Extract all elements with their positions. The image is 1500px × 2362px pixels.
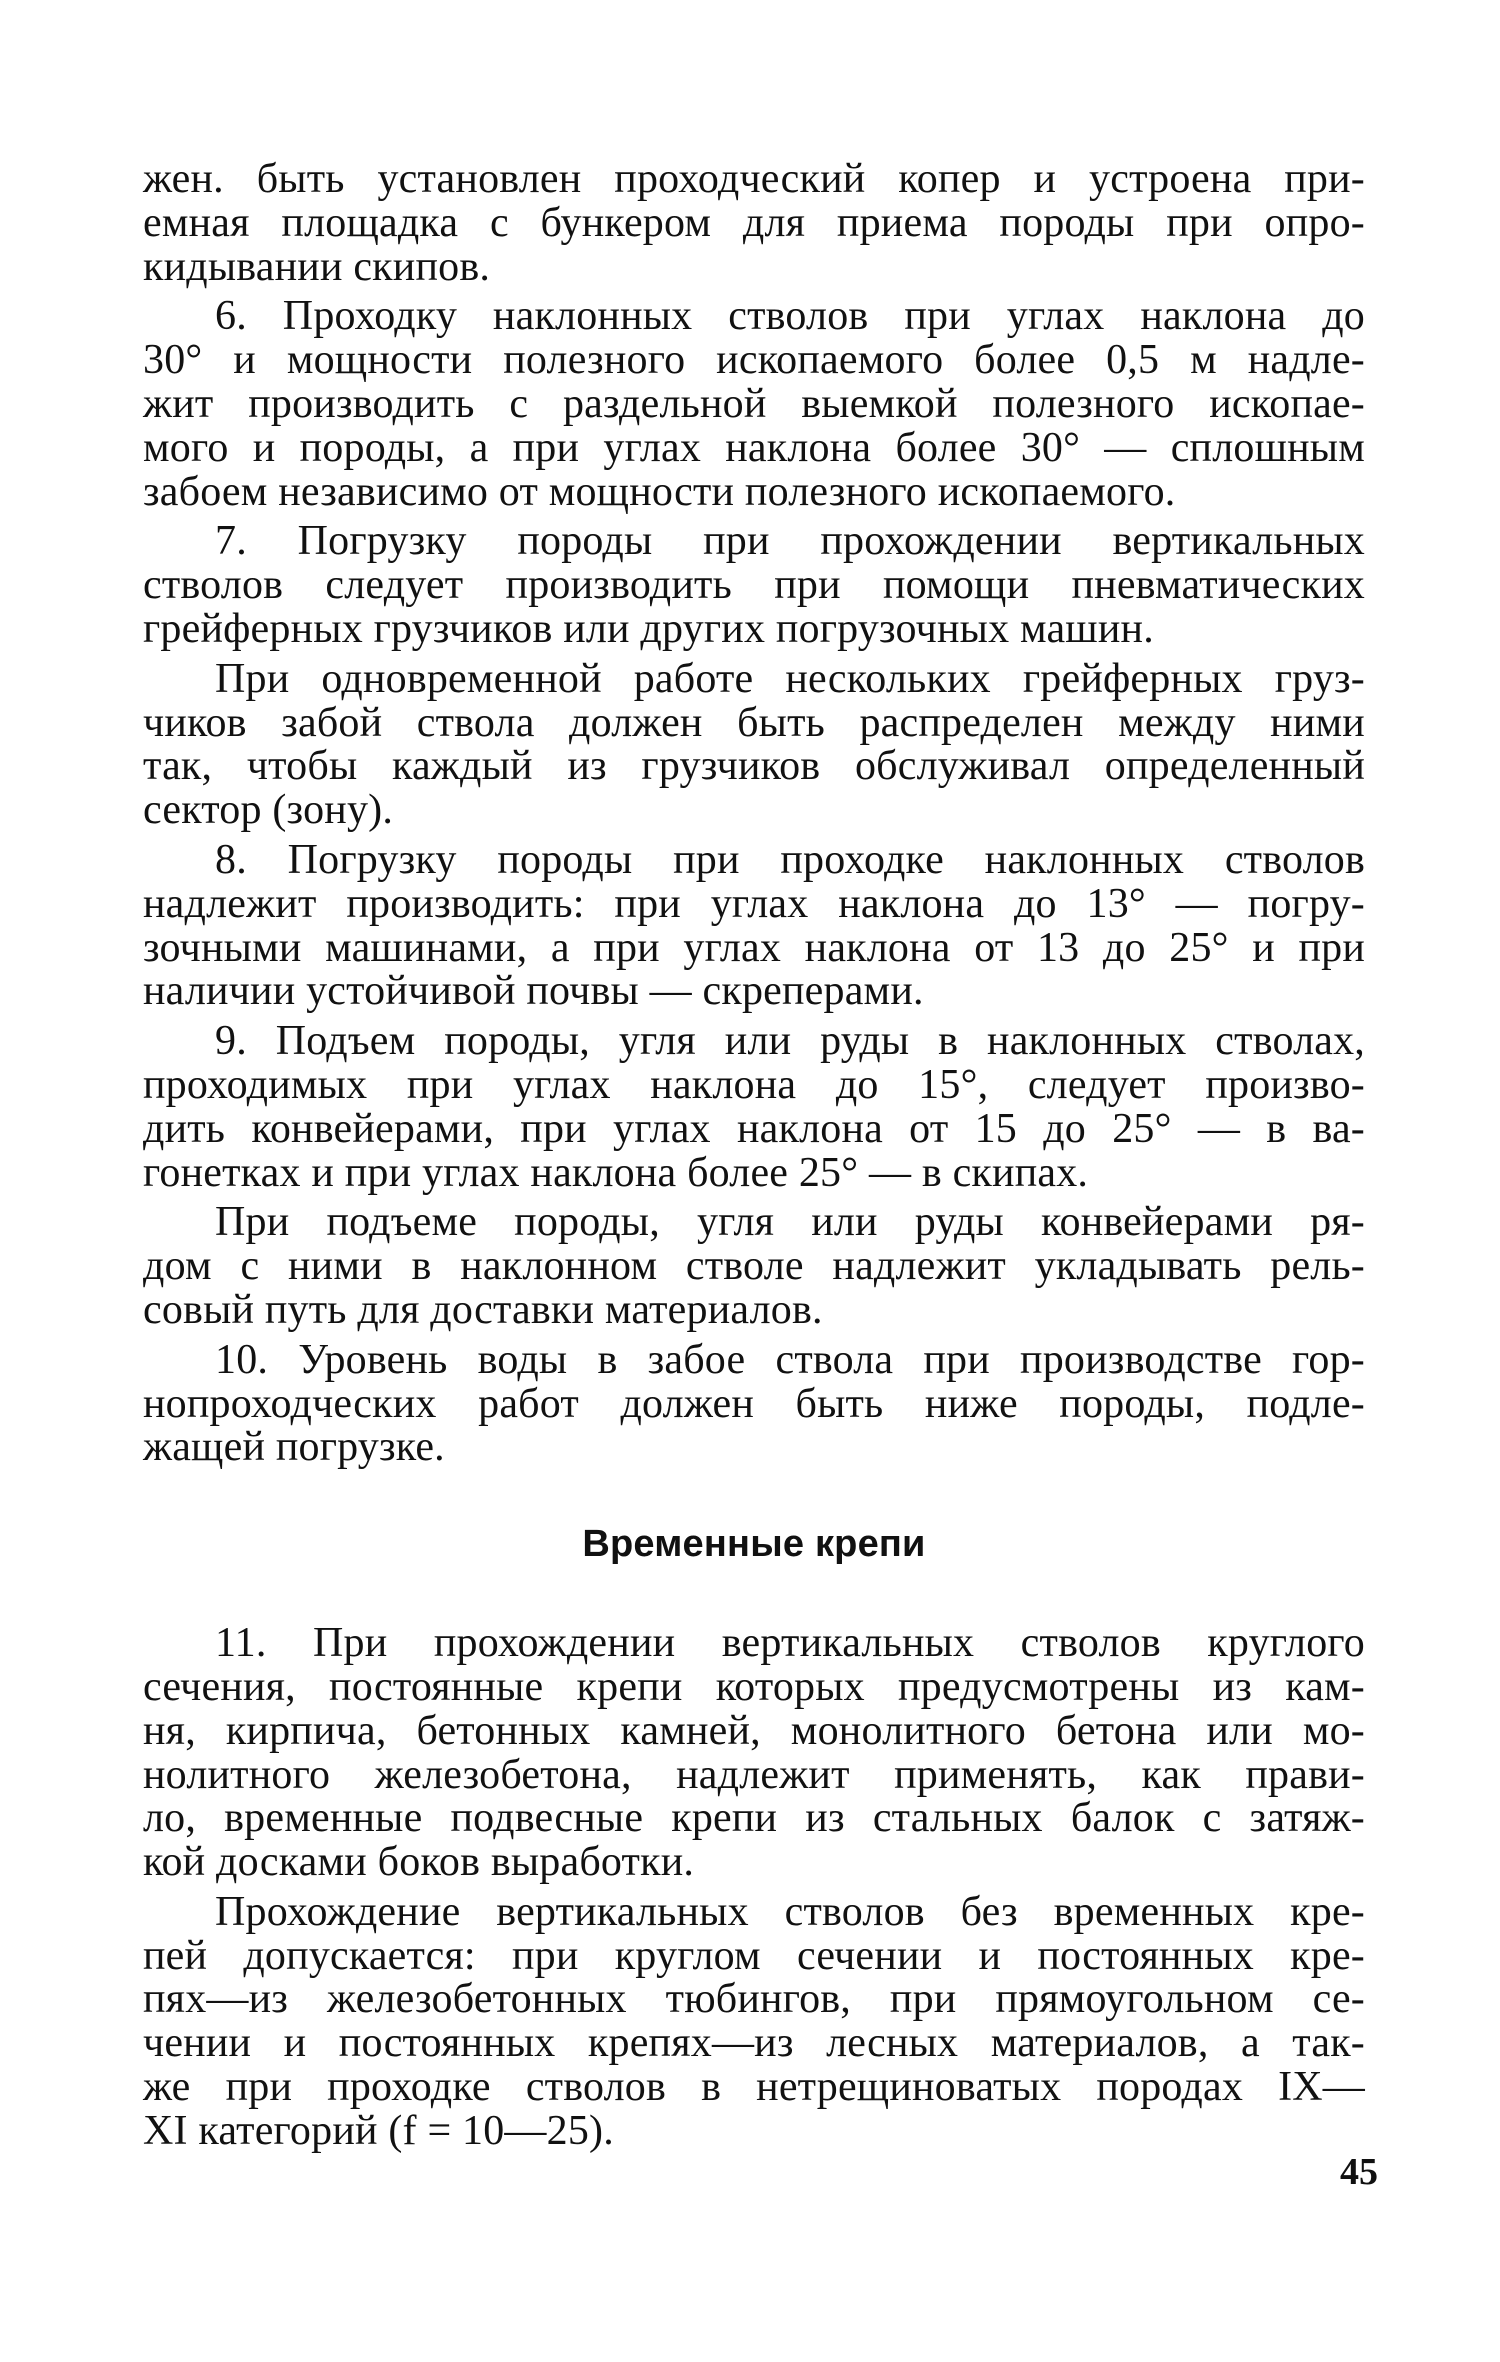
text-line: 30° и мощности полезного ископаемого более 0,5 м надле- — [143, 337, 1365, 384]
text-line: При одновременной работе нескольких грейферных груз- — [215, 655, 1365, 702]
text-line: забоем независимо от мощности полезного ископаемого. — [143, 468, 1176, 515]
text-line: жит производить с раздельной выемкой полезного ископае- — [143, 380, 1365, 427]
paragraph-item-8 — [143, 836, 1365, 1015]
paragraph-item-10 — [143, 1336, 1365, 1471]
text-line: 11. При прохождении вертикальных стволов круглого — [215, 1620, 1365, 1667]
page-number: 45 — [1340, 2151, 1378, 2193]
text-line: ло, временные подвесные крепи из стальных балок с затяж- — [143, 1795, 1365, 1842]
paragraph-item-6 — [143, 295, 1365, 514]
text-line: зочными машинами, а при углах наклона от 13 до 25° и при — [143, 924, 1365, 971]
paragraph-item-7 — [143, 520, 1365, 651]
text-line: наличии устойчивой почвы — скреперами. — [143, 968, 924, 1015]
text-line: Прохождение вертикальных стволов без временных кре- — [215, 1888, 1365, 1935]
paragraph-grab-loaders — [143, 655, 1365, 834]
text-line: кидывании скипов. — [143, 243, 491, 290]
text-line: сектор (зону). — [143, 787, 394, 834]
text-line: нолитного железобетона, надлежит применять, как прави- — [143, 1751, 1365, 1798]
text-line: нопроходческих работ должен быть ниже породы, подле- — [143, 1380, 1365, 1427]
text-line: пях—из железобетонных тюбингов, при прямоугольном се- — [143, 1976, 1365, 2023]
text-line: пей допускается: при круглом сечении и постоянных кре- — [143, 1932, 1365, 1979]
text-line: дить конвейерами, при углах наклона от 15 до 25° — в ва- — [143, 1105, 1365, 1152]
text-line: ня, кирпича, бетонных камней, монолитного бетона или мо- — [143, 1707, 1365, 1754]
paragraph-without-temporary-support — [143, 1888, 1365, 2154]
text-line: проходимых при углах наклона до 15°, следует произво- — [143, 1061, 1365, 1108]
text-line: 6. Проходку наклонных стволов при углах наклона до — [215, 293, 1365, 340]
text-line: стволов следует производить при помощи пневматических — [143, 562, 1365, 609]
text-line: кой досками боков выработки. — [143, 1839, 695, 1886]
text-line: 7. Погрузку породы при прохождении вертикальных — [215, 518, 1365, 565]
text-line: жен. быть установлен проходческий копер и устроена при- — [143, 156, 1365, 202]
paragraph-item-9 — [143, 1020, 1365, 1195]
text-line: сечения, постоянные крепи которых предусмотрены из кам- — [143, 1663, 1365, 1710]
text-line: чении и постоянных крепях—из лесных материалов, а так- — [143, 2020, 1365, 2067]
section-heading: Временные крепи — [582, 1523, 926, 1566]
text-line: емная площадка с бункером для приема породы при опро- — [143, 199, 1365, 246]
text-line: же при проходке стволов в нетрещиноватых породах IX— — [143, 2064, 1365, 2111]
text-line: гонетках и при углах наклона более 25° — в скипах. — [143, 1149, 1089, 1196]
text-line: совый путь для доставки материалов. — [143, 1286, 823, 1333]
text-line: грейферных грузчиков или других погрузочных машин. — [143, 605, 1154, 652]
paragraph-continuation — [143, 158, 1365, 289]
paragraph-conveyors — [143, 1201, 1365, 1332]
text-line: жащей погрузке. — [143, 1424, 445, 1471]
text-line: мого и породы, а при углах наклона более 30° — сплошным — [143, 424, 1365, 471]
text-line: так, чтобы каждый из грузчиков обслуживал определенный — [143, 743, 1365, 790]
text-line: 8. Погрузку породы при проходке наклонных стволов — [215, 836, 1365, 883]
text-line: 10. Уровень воды в забое ствола при производстве гор- — [215, 1336, 1365, 1383]
text-line: 9. Подъем породы, угля или руды в наклонных стволах, — [215, 1018, 1365, 1065]
text-line: дом с ними в наклонном стволе надлежит укладывать рель- — [143, 1243, 1365, 1290]
body-text — [143, 158, 1365, 2160]
text-line: чиков забой ствола должен быть распределен между ними — [143, 699, 1365, 746]
text-line: XI категорий (f = 10—25). — [143, 2107, 614, 2154]
text-line: При подъеме породы, угля или руды конвейерами ря- — [215, 1199, 1365, 1246]
text-line: надлежит производить: при углах наклона до 13° — погру- — [143, 880, 1365, 927]
paragraph-item-11 — [143, 1622, 1365, 1885]
